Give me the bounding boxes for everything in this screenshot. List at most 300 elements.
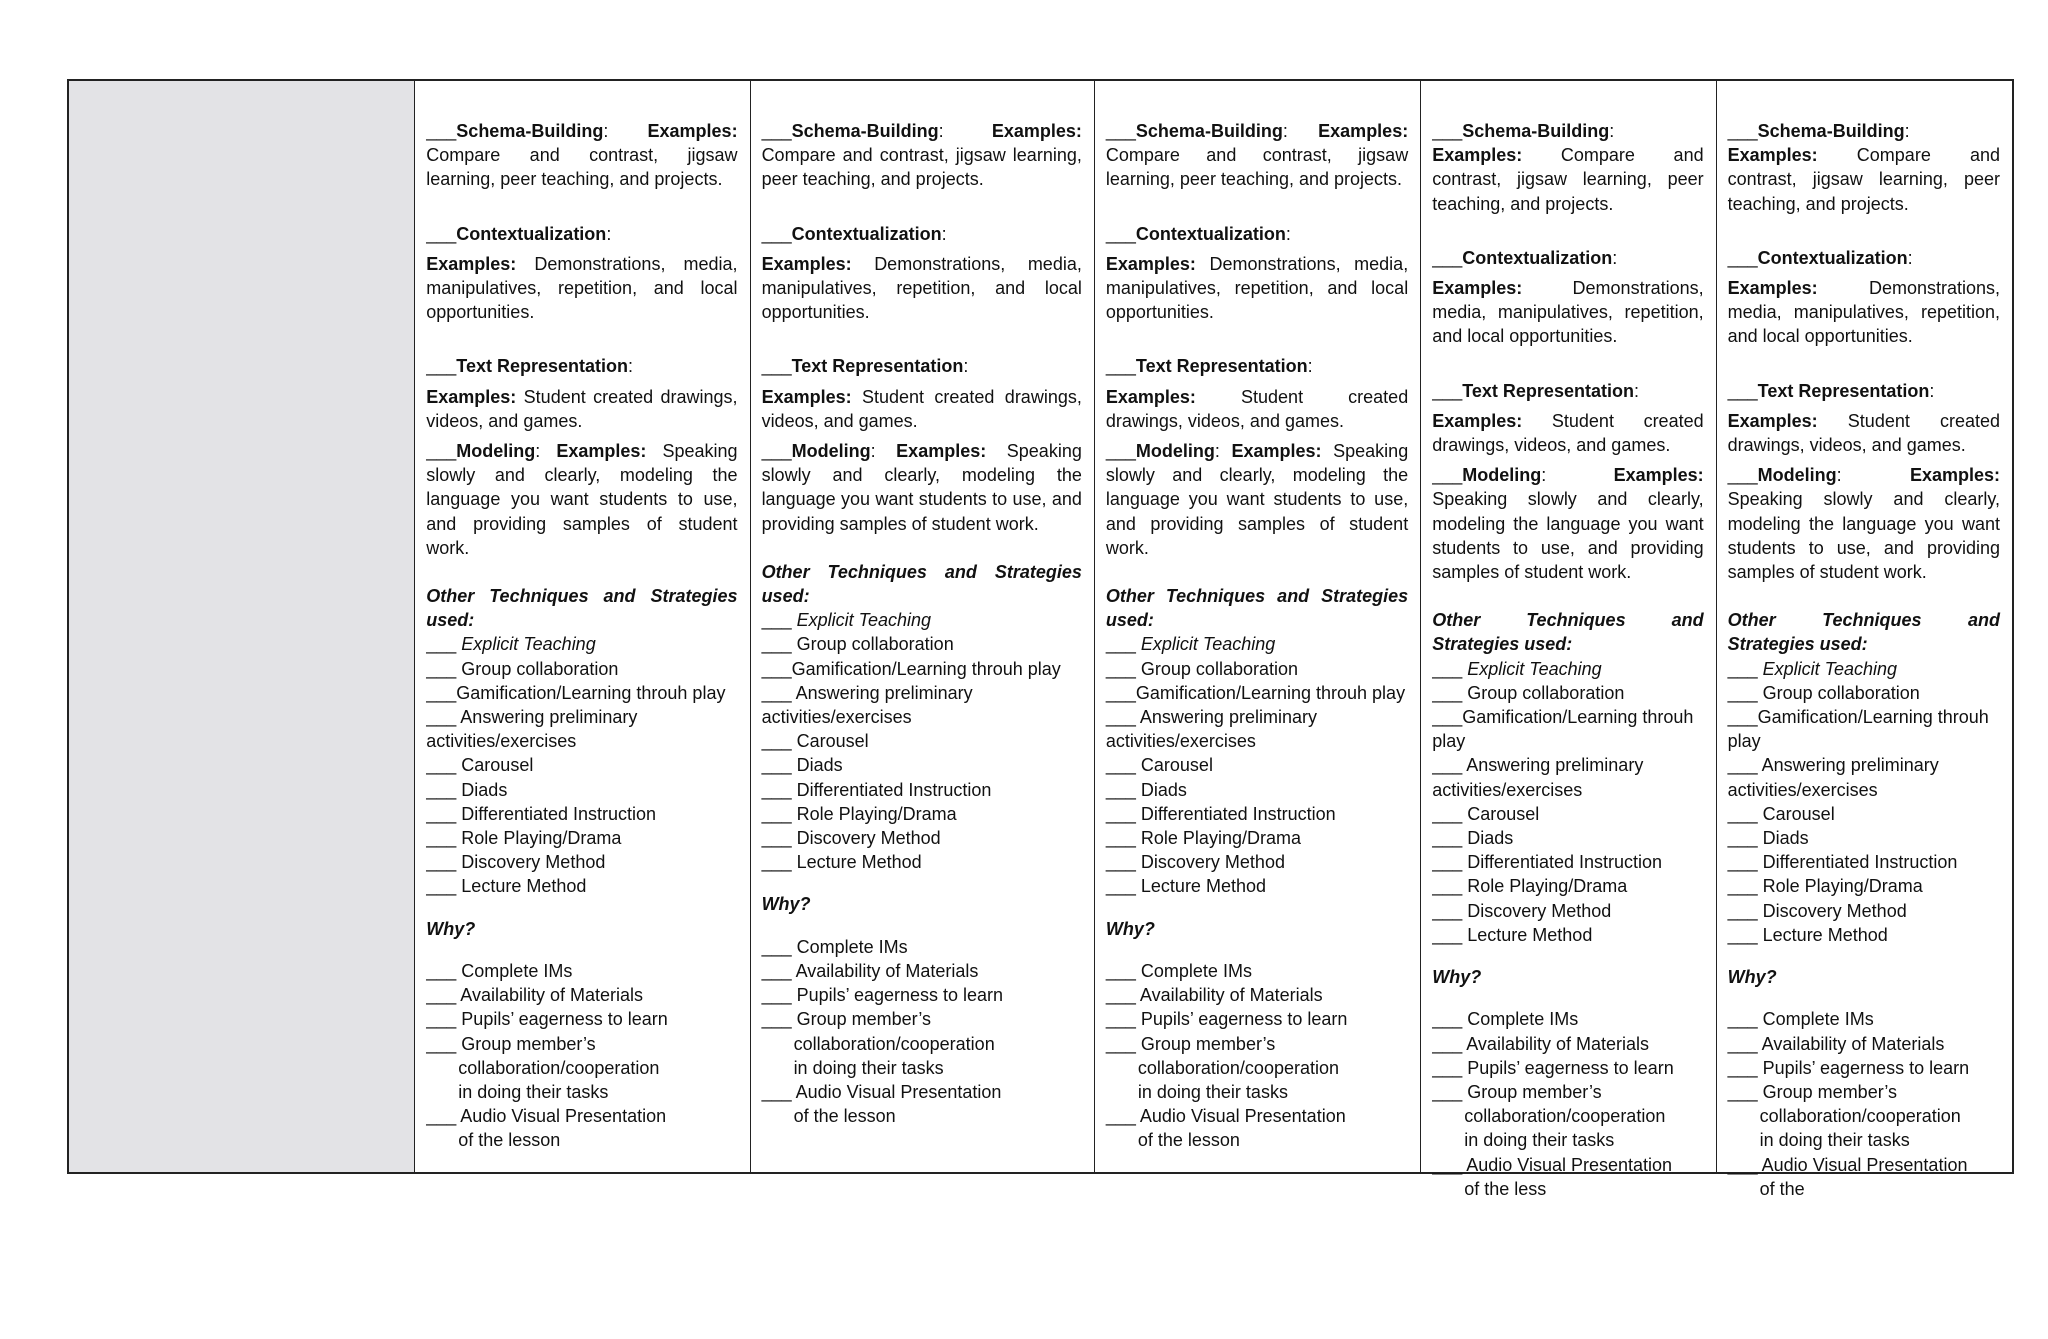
text-representation-text: Student created drawings, videos, and games. — [761, 386, 1082, 431]
blank-line: ___ — [1727, 121, 1758, 141]
blank-line: ___ — [1105, 634, 1141, 655]
reason-label: Availability of Materials — [1761, 1033, 1945, 1054]
technique-item — [1728, 850, 2000, 874]
reasons-list — [1432, 1007, 1703, 1201]
reason-item — [426, 1032, 737, 1056]
examples-label: Examples: — [1105, 386, 1196, 407]
reason-label: Group member’s — [461, 1033, 596, 1054]
blank-line: ___ — [426, 828, 462, 849]
examples-label: Examples: — [426, 253, 517, 274]
contextualization-text: Demonstrations, media, manipulatives, repetition, and local opportunities. — [761, 253, 1082, 323]
blank-line: ___ — [1432, 682, 1468, 703]
schema-building-label: Schema-Building — [791, 121, 939, 141]
why-label: Why? — [1727, 967, 1777, 988]
blank-line: ___ — [761, 441, 792, 462]
blank-line: ___ — [1727, 876, 1763, 897]
technique-label: Answering preliminary activities/exercises — [1432, 755, 1644, 800]
contextualization-label: Contextualization — [1757, 247, 1908, 268]
reason-label: Pupils’ eagerness to learn — [796, 985, 1004, 1006]
technique-label: Lecture Method — [461, 876, 587, 897]
technique-label: Carousel — [461, 755, 534, 776]
blank-line: ___ — [1432, 247, 1463, 268]
blank-line: ___ — [1727, 465, 1758, 486]
why-label: Why? — [1105, 918, 1155, 939]
examples-label: Examples: — [1432, 145, 1523, 166]
technique-label: Discovery Method — [461, 852, 606, 873]
blank-line: ___ — [1432, 900, 1468, 921]
technique-item — [426, 850, 737, 874]
examples-label: Examples: — [1318, 121, 1409, 141]
reason-item — [426, 1104, 737, 1128]
technique-label: Answering preliminary activities/exercises — [426, 707, 638, 752]
examples-label: Examples: — [426, 386, 517, 407]
techniques-list — [426, 632, 737, 898]
blank-line: ___ — [1432, 658, 1468, 679]
technique-item — [426, 753, 737, 777]
reason-continuation: in doing their tasks — [793, 1057, 944, 1078]
blank-line: ___ — [426, 1009, 462, 1030]
blank-line: ___ — [1432, 707, 1463, 728]
techniques-list — [762, 608, 1082, 874]
technique-label: Discovery Method — [1762, 900, 1907, 921]
technique-label: Answering preliminary activities/exercises — [761, 682, 973, 728]
reason-label: Group member’s — [796, 1009, 931, 1030]
blank-line: ___ — [761, 610, 797, 631]
day-column — [1716, 81, 2012, 1199]
contextualization-examples — [762, 252, 1082, 325]
text-representation-examples — [426, 385, 737, 433]
reason-label: Pupils’ eagerness to learn — [1140, 1009, 1348, 1030]
technique-item — [762, 826, 1082, 850]
blank-line: ___ — [761, 634, 797, 655]
reason-label: Availability of Materials — [1466, 1033, 1649, 1054]
techniques-list — [1728, 657, 2000, 947]
blank-line: ___ — [1727, 682, 1763, 703]
examples-label: Examples: — [1613, 465, 1704, 486]
technique-label: Role Playing/Drama — [1140, 828, 1301, 849]
technique-label: Gamification/Learning throuh play — [1727, 707, 1989, 752]
blank-line: ___ — [1432, 876, 1468, 897]
technique-label: Diads — [1140, 779, 1187, 800]
technique-item — [1106, 681, 1408, 705]
blank-line: ___ — [1105, 985, 1140, 1006]
contextualization-heading: ___Contextualization: — [761, 223, 947, 244]
blank-line: ___ — [1105, 1106, 1140, 1127]
text-representation-examples — [1432, 409, 1703, 457]
technique-label: Differentiated Instruction — [1140, 803, 1336, 824]
blank-line: ___ — [426, 960, 462, 981]
blank-line: ___ — [1727, 828, 1763, 849]
reasons-list — [1106, 959, 1408, 1153]
blank-line: ___ — [1105, 707, 1140, 728]
contextualization-heading: ___Contextualization: — [426, 223, 612, 244]
examples-label: Examples: — [1432, 278, 1523, 299]
modeling-text: Speaking slowly and clearly, modeling the language you want students to use, and providing samples of student work. — [1105, 441, 1409, 558]
technique-item — [1432, 657, 1703, 681]
reason-item — [426, 959, 737, 983]
reason-label: Group member’s — [1467, 1081, 1602, 1102]
technique-item — [1106, 657, 1408, 681]
examples-label: Examples: — [761, 253, 852, 274]
schema-building-entry: ___Schema-Building: Examples: Compare and contrast, jigsaw learning, peer teaching, and projects. — [1727, 121, 2001, 214]
technique-label: Carousel — [1140, 755, 1213, 776]
technique-item — [762, 632, 1082, 656]
contextualization-label: Contextualization — [1462, 247, 1613, 268]
technique-item — [1728, 802, 2000, 826]
text-representation-heading: ___Text Representation: — [426, 356, 634, 377]
technique-item — [1728, 657, 2000, 681]
contextualization-text: Demonstrations, media, manipulatives, repetition, and local opportunities. — [1727, 278, 2001, 347]
technique-label: Differentiated Instruction — [1467, 852, 1663, 873]
other-techniques-heading: Other Techniques and Strategies used: — [426, 586, 738, 631]
technique-label: Discovery Method — [1467, 900, 1612, 921]
technique-label: Diads — [1762, 828, 1809, 849]
text-representation-heading: ___Text Representation: — [1105, 356, 1313, 377]
technique-item — [1432, 753, 1703, 801]
text-representation-text: Student created drawings, videos, and games. — [1105, 386, 1409, 431]
blank-line: ___ — [426, 121, 457, 141]
blank-line: ___ — [761, 731, 797, 752]
blank-line: ___ — [1105, 223, 1136, 244]
reason-label: Availability of Materials — [795, 960, 979, 981]
contextualization-label: Contextualization — [791, 223, 942, 244]
technique-label: Explicit Teaching — [461, 634, 596, 655]
technique-label: Discovery Method — [1140, 852, 1285, 873]
reason-item — [1106, 959, 1408, 983]
technique-item — [1728, 681, 2000, 705]
technique-label: Lecture Method — [1762, 924, 1888, 945]
row-label-cell — [69, 81, 414, 1172]
technique-item — [762, 657, 1082, 681]
technique-item — [426, 778, 737, 802]
blank-line: ___ — [761, 779, 797, 800]
technique-label: Answering preliminary activities/exercises — [1105, 707, 1317, 752]
technique-item — [1106, 802, 1408, 826]
modeling-label: Modeling — [1462, 465, 1542, 486]
technique-item — [1728, 753, 2000, 801]
technique-item — [1106, 753, 1408, 777]
blank-line: ___ — [426, 634, 462, 655]
examples-label: Examples: — [1909, 465, 2001, 486]
blank-line: ___ — [761, 658, 792, 679]
technique-item — [1432, 826, 1703, 850]
blank-line: ___ — [1432, 803, 1468, 824]
modeling-label: Modeling — [1757, 465, 1837, 486]
text-representation-examples — [762, 385, 1082, 433]
technique-label: Answering preliminary activities/exercises — [1727, 755, 1939, 800]
reason-continuation: collaboration/cooperation — [458, 1057, 660, 1078]
blank-line: ___ — [426, 682, 457, 703]
reason-item — [1106, 1104, 1408, 1128]
reason-item — [1728, 1032, 2000, 1056]
blank-line: ___ — [1432, 121, 1463, 141]
schema-building-examples: Compare and contrast, jigsaw learning, peer teaching, and projects. — [761, 145, 1082, 190]
blank-line: ___ — [1727, 924, 1763, 945]
technique-item — [426, 632, 737, 656]
techniques-list — [1106, 632, 1408, 898]
other-techniques-heading: Other Techniques and Strategies used: — [1432, 610, 1704, 655]
blank-line: ___ — [426, 755, 462, 776]
text-representation-label: Text Representation — [1757, 380, 1930, 401]
reason-item — [1728, 1080, 2000, 1104]
technique-item — [1106, 826, 1408, 850]
reason-item — [762, 1007, 1082, 1031]
blank-line: ___ — [761, 852, 797, 873]
modeling-entry: ___Modeling: Examples: Speaking slowly and clearly, modeling the language you want students to use, and providing samples of student work. — [761, 441, 1082, 534]
reason-item — [762, 935, 1082, 959]
blank-line: ___ — [761, 960, 796, 981]
other-techniques-heading: Other Techniques and Strategies used: — [761, 561, 1082, 607]
technique-item — [1106, 850, 1408, 874]
technique-label: Carousel — [796, 731, 869, 752]
blank-line: ___ — [1432, 852, 1468, 873]
technique-label: Explicit Teaching — [1762, 658, 1898, 679]
reason-continuation: of the — [1759, 1178, 1805, 1199]
blank-line: ___ — [426, 707, 461, 728]
contextualization-examples — [426, 252, 737, 325]
reason-label: Pupils’ eagerness to learn — [1762, 1057, 1970, 1078]
text-representation-text: Student created drawings, videos, and games. — [1727, 410, 2001, 456]
modeling-entry: ___Modeling: Examples: Speaking slowly and clearly, modeling the language you want students to use, and providing samples of student work. — [1727, 465, 2001, 583]
modeling-entry: ___Modeling: Examples: Speaking slowly and clearly, modeling the language you want students to use, and providing samples of student work. — [426, 441, 738, 558]
examples-label: Examples: — [1105, 253, 1196, 274]
technique-item — [426, 802, 737, 826]
schema-building-entry: ___Schema-Building: Examples: Compare and contrast, jigsaw learning, peer teaching, and projects. — [1105, 121, 1409, 190]
modeling-text: Speaking slowly and clearly, modeling the language you want students to use, and providing samples of student work. — [426, 441, 738, 558]
blank-line: ___ — [761, 223, 792, 244]
blank-line: ___ — [1105, 682, 1136, 703]
modeling-label: Modeling — [791, 441, 871, 462]
contextualization-text: Demonstrations, media, manipulatives, repetition, and local opportunities. — [426, 253, 738, 323]
schema-building-label: Schema-Building — [456, 121, 604, 141]
reason-item — [1432, 1080, 1703, 1104]
blank-line: ___ — [1727, 900, 1763, 921]
blank-line: ___ — [1727, 803, 1763, 824]
reason-continuation: collaboration/cooperation — [1759, 1106, 1961, 1127]
other-techniques-heading: Other Techniques and Strategies used: — [1727, 610, 2001, 655]
lesson-plan-table — [67, 79, 2014, 1199]
why-label: Why? — [761, 894, 811, 915]
reasons-list — [426, 959, 737, 1153]
technique-item — [1432, 874, 1703, 898]
blank-line: ___ — [1432, 1057, 1468, 1078]
technique-label: Group collaboration — [1762, 682, 1920, 703]
reason-item — [1432, 1032, 1703, 1056]
reason-item — [1106, 1007, 1408, 1031]
technique-item — [1106, 705, 1408, 753]
schema-building-label: Schema-Building — [1462, 121, 1610, 141]
schema-building-examples: Compare and contrast, jigsaw learning, peer teaching, and projects. — [1105, 145, 1409, 190]
text-representation-text: Student created drawings, videos, and games. — [426, 386, 738, 431]
modeling-label: Modeling — [456, 441, 536, 462]
reason-item — [762, 983, 1082, 1007]
blank-line: ___ — [1105, 441, 1136, 462]
reason-label: Group member’s — [1140, 1033, 1276, 1054]
examples-label: Examples: — [1432, 410, 1523, 431]
blank-line: ___ — [426, 1106, 461, 1127]
reason-label: Audio Visual Presentation — [795, 1081, 1002, 1102]
contextualization-label: Contextualization — [1135, 223, 1286, 244]
blank-line: ___ — [426, 985, 461, 1006]
blank-line: ___ — [761, 356, 792, 377]
reason-continuation: of the less — [1464, 1178, 1547, 1199]
technique-label: Lecture Method — [796, 852, 922, 873]
examples-label: Examples: — [647, 121, 738, 141]
reason-label: Availability of Materials — [1139, 985, 1323, 1006]
contextualization-label: Contextualization — [456, 223, 607, 244]
schema-building-examples: Compare and contrast, jigsaw learning, peer teaching, and projects. — [1727, 145, 2001, 214]
text-representation-examples — [1106, 385, 1408, 433]
technique-item — [1432, 850, 1703, 874]
examples-label: Examples: — [556, 441, 647, 462]
blank-line: ___ — [1727, 1009, 1763, 1030]
blank-line: ___ — [761, 936, 797, 957]
reason-item — [1432, 1056, 1703, 1080]
blank-line: ___ — [1727, 707, 1758, 728]
blank-line: ___ — [426, 876, 462, 897]
technique-label: Lecture Method — [1467, 924, 1593, 945]
technique-label: Carousel — [1762, 803, 1835, 824]
blank-line: ___ — [761, 755, 797, 776]
text-representation-text: Student created drawings, videos, and games. — [1432, 410, 1704, 456]
blank-line: ___ — [1105, 779, 1141, 800]
blank-line: ___ — [426, 356, 457, 377]
technique-label: Explicit Teaching — [1140, 634, 1276, 655]
blank-line: ___ — [1727, 658, 1763, 679]
text-representation-heading: ___Text Representation: — [761, 356, 969, 377]
blank-line: ___ — [1105, 960, 1141, 981]
reason-label: Complete IMs — [461, 960, 573, 981]
technique-item — [1106, 778, 1408, 802]
technique-item — [762, 802, 1082, 826]
technique-label: Gamification/Learning throuh play — [456, 682, 726, 703]
blank-line: ___ — [1105, 803, 1141, 824]
technique-label: Explicit Teaching — [1467, 658, 1602, 679]
modeling-entry: ___Modeling: Examples: Speaking slowly and clearly, modeling the language you want students to use, and providing samples of student work. — [1105, 441, 1409, 558]
technique-label: Gamification/Learning throuh play — [1135, 682, 1406, 703]
reason-label: Pupils’ eagerness to learn — [1467, 1057, 1674, 1078]
technique-item — [762, 778, 1082, 802]
reason-continuation: in doing their tasks — [1464, 1130, 1615, 1151]
blank-line: ___ — [1432, 380, 1463, 401]
examples-label: Examples: — [1231, 441, 1322, 462]
technique-label: Group collaboration — [1467, 682, 1625, 703]
reason-label: Audio Visual Presentation — [460, 1106, 667, 1127]
technique-item — [1432, 923, 1703, 947]
contextualization-examples — [1432, 276, 1703, 349]
contextualization-heading: ___Contextualization: — [1105, 223, 1291, 244]
technique-label: Discovery Method — [796, 828, 941, 849]
blank-line: ___ — [1105, 852, 1141, 873]
reason-label: Audio Visual Presentation — [1761, 1154, 1968, 1175]
blank-line: ___ — [1432, 828, 1468, 849]
technique-label: Group collaboration — [1140, 658, 1299, 679]
technique-label: Diads — [1467, 828, 1514, 849]
schema-building-label: Schema-Building — [1757, 121, 1905, 141]
technique-item — [762, 729, 1082, 753]
blank-line: ___ — [1432, 1033, 1467, 1054]
blank-line: ___ — [1105, 828, 1141, 849]
examples-label: Examples: — [896, 441, 987, 462]
blank-line: ___ — [761, 828, 797, 849]
technique-item — [762, 608, 1082, 632]
blank-line: ___ — [1727, 852, 1763, 873]
technique-label: Differentiated Instruction — [796, 779, 992, 800]
technique-item — [1432, 802, 1703, 826]
technique-label: Explicit Teaching — [796, 610, 932, 631]
technique-label: Diads — [796, 755, 843, 776]
technique-item — [426, 705, 737, 753]
why-label: Why? — [426, 918, 476, 939]
blank-line: ___ — [1105, 876, 1141, 897]
reason-continuation: of the lesson — [1137, 1130, 1240, 1151]
blank-line: ___ — [426, 441, 457, 462]
blank-line: ___ — [761, 121, 792, 141]
reason-item — [762, 959, 1082, 983]
reason-item — [1728, 1056, 2000, 1080]
examples-label: Examples: — [991, 121, 1082, 141]
reason-continuation: of the lesson — [793, 1106, 896, 1127]
technique-label: Role Playing/Drama — [1467, 876, 1628, 897]
technique-item — [1728, 899, 2000, 923]
examples-label: Examples: — [1727, 278, 1818, 299]
technique-item — [1728, 826, 2000, 850]
blank-line: ___ — [1105, 658, 1141, 679]
technique-label: Role Playing/Drama — [796, 803, 957, 824]
blank-line: ___ — [1727, 1033, 1762, 1054]
contextualization-examples — [1106, 252, 1408, 325]
reason-item — [1432, 1153, 1703, 1177]
reason-item — [426, 1007, 737, 1031]
blank-line: ___ — [426, 779, 462, 800]
reason-item — [1728, 1007, 2000, 1031]
blank-line: ___ — [1105, 356, 1136, 377]
reasons-list — [762, 935, 1082, 1129]
reason-item — [1106, 1032, 1408, 1056]
schema-building-label: Schema-Building — [1135, 121, 1283, 141]
contextualization-text: Demonstrations, media, manipulatives, repetition, and local opportunities. — [1105, 253, 1409, 323]
text-representation-label: Text Representation — [1462, 380, 1634, 401]
text-representation-heading: ___Text Representation: — [1432, 380, 1639, 401]
blank-line: ___ — [1105, 121, 1136, 141]
blank-line: ___ — [1727, 247, 1758, 268]
reason-item — [1106, 983, 1408, 1007]
modeling-text: Speaking slowly and clearly, modeling the language you want students to use, and providing samples of student work. — [1432, 489, 1704, 583]
reason-continuation: collaboration/cooperation — [793, 1033, 995, 1054]
blank-line: ___ — [1105, 1033, 1141, 1054]
technique-item — [762, 753, 1082, 777]
day-column — [750, 81, 1094, 1172]
text-representation-examples — [1728, 409, 2000, 457]
reason-item — [1728, 1153, 2000, 1177]
blank-line: ___ — [426, 852, 462, 873]
blank-line: ___ — [1432, 924, 1468, 945]
contextualization-heading: ___Contextualization: — [1727, 247, 1913, 268]
contextualization-examples — [1728, 276, 2000, 349]
blank-line: ___ — [761, 682, 796, 703]
technique-label: Differentiated Instruction — [461, 803, 657, 824]
blank-line: ___ — [1432, 1009, 1468, 1030]
text-representation-label: Text Representation — [1135, 356, 1308, 377]
why-label: Why? — [1432, 967, 1482, 988]
text-representation-label: Text Representation — [456, 356, 628, 377]
technique-item — [1106, 632, 1408, 656]
schema-building-entry: ___Schema-Building: Examples: Compare and contrast, jigsaw learning, peer teaching, and projects. — [426, 121, 738, 190]
examples-label: Examples: — [1727, 145, 1818, 166]
blank-line: ___ — [1727, 1154, 1762, 1175]
technique-item — [1728, 923, 2000, 947]
technique-item — [1432, 681, 1703, 705]
